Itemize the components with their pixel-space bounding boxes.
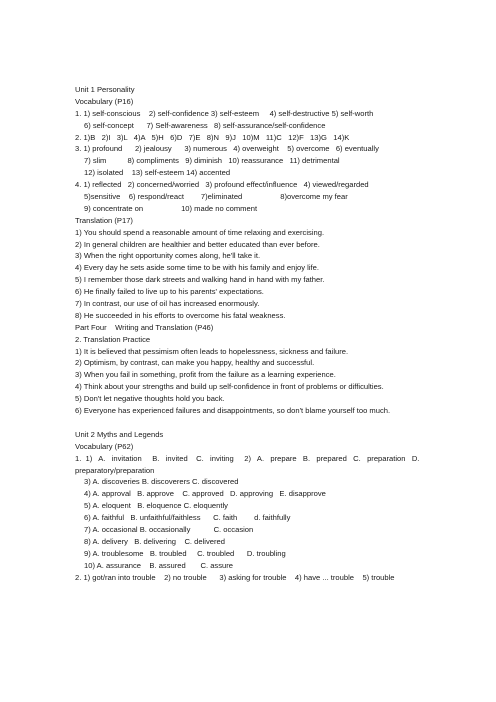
text-line: 5) A. eloquent B. eloquence C. eloquently <box>84 501 228 511</box>
text-line: 12) isolated 13) self-esteem 14) accented <box>84 168 231 178</box>
section-heading: Vocabulary (P62) <box>75 441 134 451</box>
text-line: 1. 1) A. invitation B. invited C. inviting 2) A. prepare B. prepared C. preparation D. <box>75 453 420 463</box>
text-line: 2) Optimism, by contrast, can make you happy, healthy and successful. <box>75 358 315 368</box>
text-line: 9) concentrate on 10) made no comment <box>84 203 258 213</box>
text-line: 5)sensitive 6) respond/react 7)eliminated 8)overcome my fear <box>84 192 348 202</box>
text-line: 3) A. discoveries B. discoverers C. discovered <box>84 477 239 487</box>
text-line: 5) I remember those dark streets and walking hand in hand with my father. <box>75 275 325 285</box>
text-line: 5) Don't let negative thoughts hold you back. <box>75 394 225 404</box>
text-line: 3) When the right opportunity comes along, he'll take it. <box>75 251 261 261</box>
text-line: 10) A. assurance B. assured C. assure <box>84 560 233 570</box>
text-line: preparatory/preparation <box>75 465 155 475</box>
unit-heading: Unit 1 Personality <box>75 85 135 94</box>
text-line: 3. 1) profound 2) jealousy 3) numerous 4) overweight 5) overcome 6) eventually <box>75 144 379 154</box>
text-line: 6) A. faithful B. unfaithful/faithless C. faith d. faithfully <box>84 513 291 523</box>
text-line: 6) self-concept 7) Self-awareness 8) self-assurance/self-confidence <box>84 120 326 130</box>
text-line: 4) Think about your strengths and build up self-confidence in front of problems or difficulties. <box>75 382 384 392</box>
section-heading: Translation (P17) <box>75 215 133 225</box>
text-line: 2. 1)B 2)I 3)L 4)A 5)H 6)D 7)E 8)N 9)J 10)M 11)C 12)F 13)G 14)K <box>75 132 350 142</box>
text-line: 7) A. occasional B. occasionally C. occasion <box>84 524 254 534</box>
text-line: 2. Translation Practice <box>75 334 151 344</box>
section-heading: Vocabulary (P16) <box>75 96 134 106</box>
text-line: 8) A. delivery B. delivering C. delivered <box>84 536 225 546</box>
text-line: 8) He succeeded in his efforts to overcome his fatal weakness. <box>75 310 286 320</box>
text-line: 2) In general children are healthier and better educated than ever before. <box>75 239 320 249</box>
text-line: 6) He finally failed to live up to his parents' expectations. <box>75 287 264 297</box>
text-line: 9) A. troublesome B. troubled C. troubled D. troubling <box>84 548 286 558</box>
text-line: 1. 1) self-conscious 2) self-confidence 3) self-esteem 4) self-destructive 5) self-worth <box>75 108 374 118</box>
text-line: 6) Everyone has experienced failures and disappointments, so don't blame yourself too much. <box>75 406 391 416</box>
text-line: 7) In contrast, our use of oil has increased enormously. <box>75 299 260 309</box>
text-line: 7) slim 8) compliments 9) diminish 10) reassurance 11) detrimental <box>84 156 340 166</box>
section-heading: Part Four Writing and Translation (P46) <box>75 322 214 332</box>
text-line: 1) You should spend a reasonable amount of time relaxing and exercising. <box>75 227 325 237</box>
blank-line <box>75 417 476 429</box>
text-line: 4) Every day he sets aside some time to be with his family and enjoy life. <box>75 263 319 273</box>
text-line: 1) It is believed that pessimism often leads to hopelessness, sickness and failure. <box>75 346 349 356</box>
text-line: 4. 1) reflected 2) concerned/worried 3) profound effect/influence 4) viewed/regarded <box>75 180 369 190</box>
text-line: 3) When you fail in something, profit from the failure as a learning experience. <box>75 370 336 380</box>
unit-heading: Unit 2 Myths and Legends <box>75 429 164 439</box>
text-line: 2. 1) got/ran into trouble 2) no trouble 3) asking for trouble 4) have ... trouble 5) trouble <box>75 572 395 582</box>
text-line: 4) A. approval B. approve C. approved D. approving E. disapprove <box>84 489 326 499</box>
